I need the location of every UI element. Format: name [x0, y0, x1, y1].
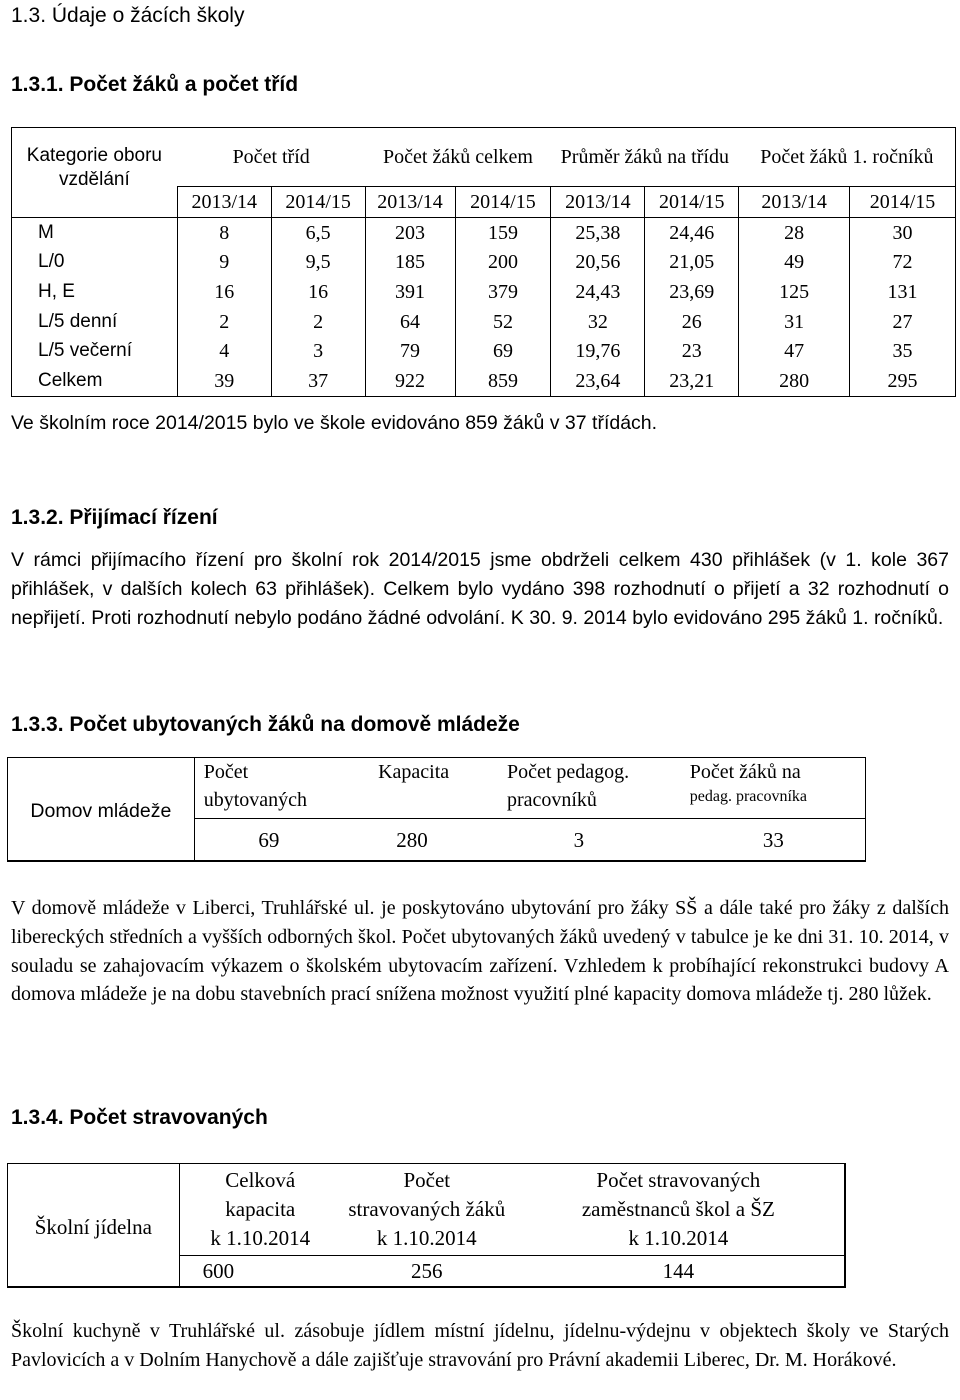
canteen-header-pupils	[341, 1164, 513, 1256]
row-category-cell: L/5 večerní	[38, 340, 132, 362]
dorm-header-capacity: Kapacita	[378, 761, 450, 783]
table-cell: 69	[455, 336, 551, 366]
table-row	[12, 277, 956, 307]
year-cell: 2013/14	[177, 187, 271, 218]
table-cell: 391	[365, 277, 455, 307]
table-cell: 6,5	[271, 217, 365, 247]
dorm-value-cell: 69	[258, 827, 280, 852]
canteen-header-staff	[513, 1164, 845, 1256]
table-cell: 26	[645, 307, 739, 337]
header-average: Průměr žáků na třídu	[560, 146, 729, 168]
canteen-header-line: Celková	[225, 1168, 296, 1192]
table-cell: 185	[365, 247, 455, 277]
category-header: Kategorie oboru vzdělání	[26, 145, 162, 190]
canteen-header-line: stravovaných žáků	[348, 1197, 506, 1221]
table-cell: 2	[271, 307, 365, 337]
row-category-cell: Celkem	[38, 369, 103, 391]
dorm-value-cell: 3	[573, 827, 585, 852]
year-cell: 2014/15	[455, 187, 551, 218]
header-first-year: Počet žáků 1. ročníků	[760, 146, 934, 168]
canteen-text: Školní kuchyně v Truhlářské ul. zásobuje jídlem místní jídelnu, jídelnu-výdejnu v objektech školy ve Starých Pavlovicích a v Dolním Hanychově a dále zajišťuje stravování pro Právní akademii Liberec, Dr. M. Horákové.	[11, 1320, 949, 1371]
row-category-cell: L/0	[38, 251, 65, 273]
canteen-header-line: k 1.10.2014	[376, 1226, 477, 1250]
canteen-value-cell: 144	[662, 1258, 695, 1283]
canteen-header-line: Počet stravovaných	[596, 1168, 761, 1192]
table-cell: 31	[739, 307, 850, 337]
dorm-row-label: Domov mládeže	[8, 758, 195, 862]
table-cell: 203	[365, 217, 455, 247]
canteen-heading: 1.3.4. Počet stravovaných	[11, 1106, 268, 1129]
table-cell: 859	[455, 366, 551, 396]
canteen-header-line: kapacita	[225, 1197, 296, 1221]
admission-text: V rámci přijímacího řízení pro školní rok 2014/2015 jsme obdrželi celkem 430 přihlášek (v 1. kole 367 přihlášek, v dalších kolech 63 přihlášek). Celkem bylo vydáno 398 rozhodnutí o přijetí a 32 rozhodnutí o nepřijetí. Proti rozhodnutí nebylo podáno žádné odvolání. K 30. 9. 2014 bylo evidováno 295 žáků 1. ročníků.	[11, 549, 949, 629]
table-cell: 379	[455, 277, 551, 307]
table-cell: 24,46	[645, 217, 739, 247]
row-category-cell: L/5 denní	[38, 310, 118, 332]
table-row	[12, 307, 956, 337]
dorm-value-cell: 33	[682, 819, 866, 862]
table-cell: 16	[177, 277, 271, 307]
canteen-header-line: k 1.10.2014	[628, 1226, 729, 1250]
table-cell: 9	[177, 247, 271, 277]
row-category-cell: H, E	[38, 280, 75, 302]
table-cell: 9,5	[271, 247, 365, 277]
dorm-header-ratio	[682, 758, 866, 819]
table-cell: 159	[455, 217, 551, 247]
dorm-header-accommodated: Počet ubytovaných	[203, 761, 308, 811]
canteen-header-line: Počet	[403, 1168, 451, 1192]
table-cell: 72	[850, 247, 956, 277]
table-cell: 79	[365, 336, 455, 366]
table-row	[12, 247, 956, 277]
table-cell: 23,69	[645, 277, 739, 307]
canteen-value-cell: 600	[202, 1258, 235, 1283]
pupils-note: Ve školním roce 2014/2015 bylo ve škole evidováno 859 žáků v 37 třídách.	[11, 412, 658, 434]
dorm-header-staff: Počet pedagog. pracovníků	[506, 761, 630, 811]
row-category-cell: M	[38, 221, 54, 243]
table-cell: 200	[455, 247, 551, 277]
table-cell: 125	[739, 277, 850, 307]
section-title: 1.3. Údaje o žácích školy	[11, 4, 245, 27]
table-cell: 64	[365, 307, 455, 337]
pupils-table-body	[12, 217, 956, 396]
canteen-header-row	[8, 1164, 846, 1256]
table-cell: 3	[271, 336, 365, 366]
canteen-header-line: zaměstnanců škol a ŠZ	[581, 1197, 775, 1221]
dorm-heading: 1.3.3. Počet ubytovaných žáků na domově mládeže	[11, 713, 520, 736]
table-cell: 23,21	[645, 366, 739, 396]
dorm-value-cell: 280	[396, 827, 428, 852]
table-cell: 20,56	[551, 247, 645, 277]
header-classes: Počet tříd	[232, 146, 310, 168]
table-cell: 27	[850, 307, 956, 337]
table-cell: 280	[739, 366, 850, 396]
canteen-value-cell: 256	[411, 1258, 443, 1283]
canteen-row-label: Školní jídelna	[8, 1164, 180, 1288]
canteen-table	[7, 1163, 846, 1288]
year-cell: 2013/14	[551, 187, 645, 218]
pupils-heading: 1.3.1. Počet žáků a počet tříd	[11, 73, 299, 96]
table-cell: 2	[177, 307, 271, 337]
table-cell: 922	[365, 366, 455, 396]
table-cell: 25,38	[551, 217, 645, 247]
table-cell: 32	[551, 307, 645, 337]
table-cell: 47	[739, 336, 850, 366]
pupils-header-row	[12, 128, 956, 187]
table-cell: 30	[850, 217, 956, 247]
table-cell: 52	[455, 307, 551, 337]
table-cell: 19,76	[551, 336, 645, 366]
dorm-header-ratio-main: Počet žáků na	[689, 761, 801, 783]
table-cell: 23	[645, 336, 739, 366]
year-cell: 2014/15	[645, 187, 739, 218]
table-cell: 295	[850, 366, 956, 396]
table-cell: 37	[271, 366, 365, 396]
table-cell: 24,43	[551, 277, 645, 307]
table-cell: 35	[850, 336, 956, 366]
header-pupils-total: Počet žáků celkem	[383, 146, 533, 168]
table-row	[12, 366, 956, 396]
table-cell: 21,05	[645, 247, 739, 277]
table-cell: 23,64	[551, 366, 645, 396]
table-row	[12, 217, 956, 247]
year-cell: 2014/15	[271, 187, 365, 218]
dorm-header-ratio-small: pedag. pracovníka	[689, 788, 808, 805]
table-row	[12, 336, 956, 366]
admission-heading: 1.3.2. Přijímací řízení	[11, 506, 218, 529]
canteen-header-line: k 1.10.2014	[210, 1226, 311, 1250]
pupils-table	[11, 127, 956, 397]
dorm-table	[7, 757, 866, 862]
dorm-header-row	[8, 758, 866, 819]
table-cell: 4	[177, 336, 271, 366]
year-cell: 2013/14	[365, 187, 455, 218]
table-cell: 131	[850, 277, 956, 307]
table-cell: 8	[177, 217, 271, 247]
table-cell: 28	[739, 217, 850, 247]
table-cell: 39	[177, 366, 271, 396]
dorm-text: V domově mládeže v Liberci, Truhlářské ul. je poskytováno ubytování pro žáky SŠ a dále také pro žáky z dalších libereckých středních a vyšších odborných škol. Počet ubytovaných žáků uvedený v tabulce je ke dni 31. 10. 2014, v souladu se zahajovacím výkazem o školském ubytovacím zařízení. Vzhledem k probíhající rekonstrukci budovy A domova mládeže je na dobu stavebních prací snížena možnost využití plné kapacity domova mládeže tj. 280 lůžek.	[11, 897, 949, 1006]
year-cell: 2014/15	[850, 187, 956, 218]
canteen-header-capacity	[179, 1164, 341, 1256]
year-cell: 2013/14	[739, 187, 850, 218]
table-cell: 16	[271, 277, 365, 307]
table-cell: 49	[739, 247, 850, 277]
